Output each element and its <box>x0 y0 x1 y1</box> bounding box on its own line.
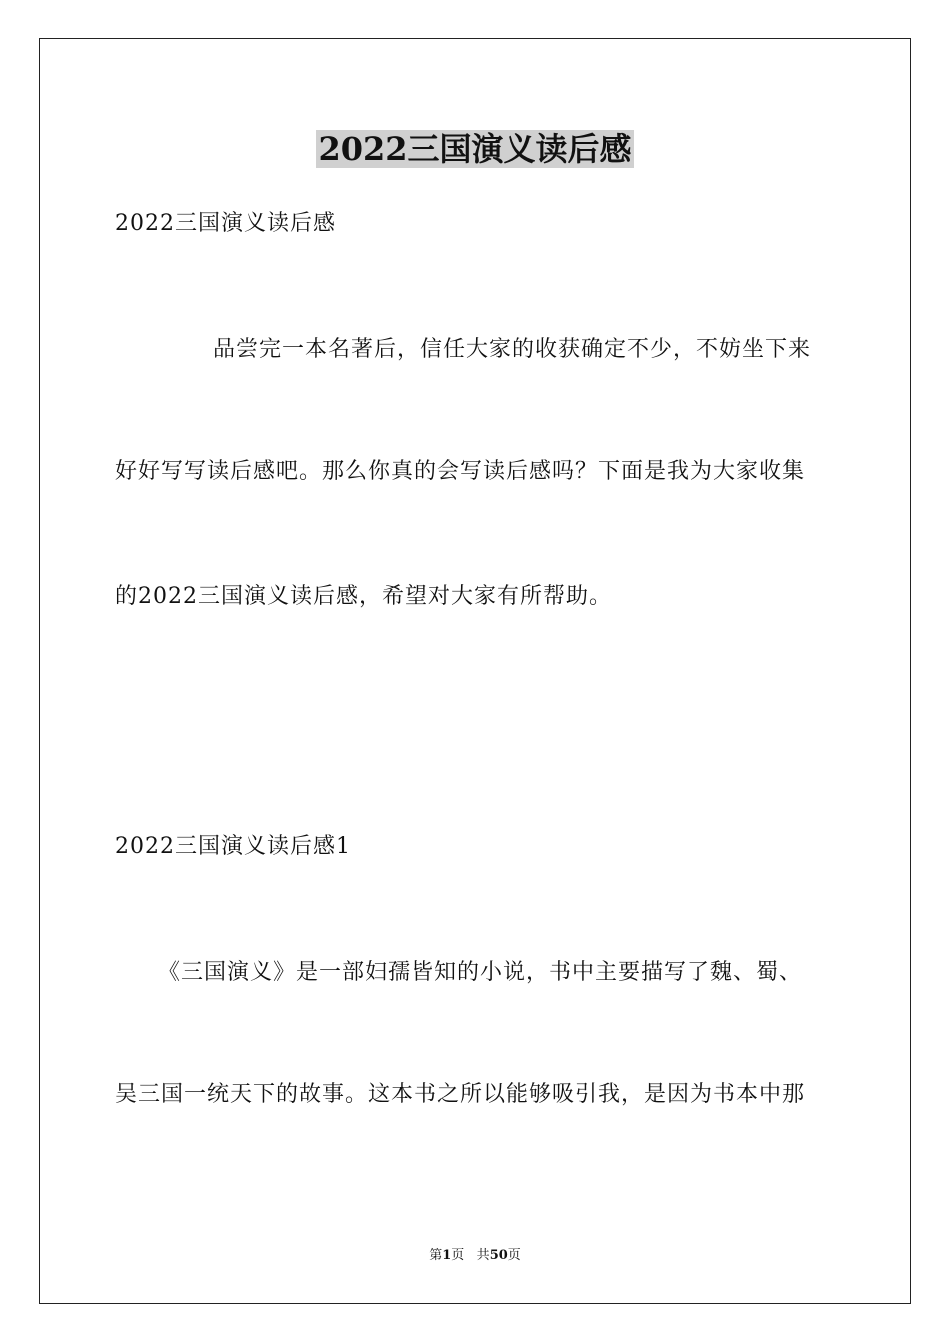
intro-line-3: 的2022三国演义读后感，希望对大家有所帮助。 <box>115 584 612 609</box>
footer-total-pages: 50 <box>489 1248 508 1263</box>
footer-page-suffix: 页 <box>451 1248 465 1263</box>
body-line-2: 吴三国一统天下的故事。这本书之所以能够吸引我，是因为书本中那 <box>115 1082 806 1107</box>
intro-line-2: 好好写写读后感吧。那么你真的会写读后感吗？下面是我为大家收集 <box>115 459 806 484</box>
footer-total-prefix: 共 <box>476 1248 490 1263</box>
document-title <box>0 128 950 170</box>
document-subtitle: 2022三国演义读后感 <box>115 211 336 236</box>
document-title-text: 2022三国演义读后感 <box>318 130 632 168</box>
intro-line-1: 品尝完一本名著后，信任大家的收获确定不少，不妨坐下来 <box>213 337 812 362</box>
body-line-1: 《三国演义》是一部妇孺皆知的小说，书中主要描写了魏、蜀、 <box>158 960 803 985</box>
page-footer <box>0 1247 950 1265</box>
section-heading: 2022三国演义读后感1 <box>115 834 351 859</box>
footer-page-number: 1 <box>442 1248 452 1263</box>
footer-page-prefix: 第 <box>429 1248 443 1263</box>
footer-total-suffix: 页 <box>507 1248 521 1263</box>
